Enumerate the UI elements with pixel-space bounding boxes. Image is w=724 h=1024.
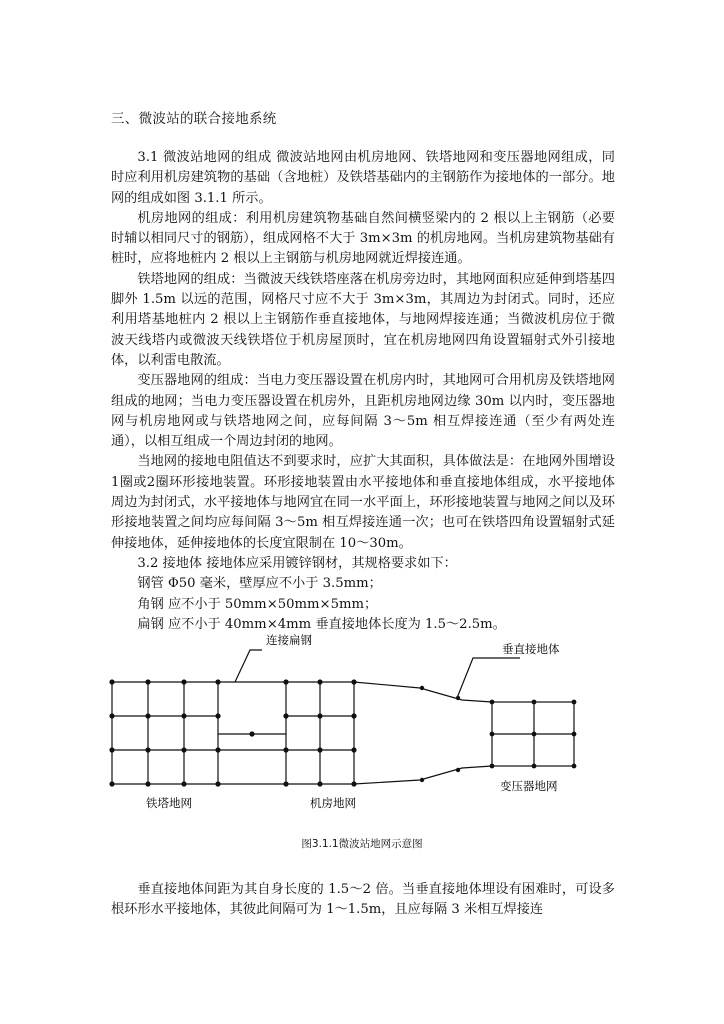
bottom-text xyxy=(111,880,615,921)
paragraph-resistance: 当地网的接地电阻值达不到要求时，应扩大其面积，具体做法是：在地网外围增设 1圈或2圈环形接地装置。环形接地装置由水平接地体和垂直接地体组成，水平接地体周边为封闭式，水平接地体与地网宜在同一水平面上，环形接地装置与地网之间以及环形接地装置之间均应每间隔 3～5m 相互焊接连通一次；也可在铁塔四角设置辐射式延伸接地体，延伸接地体的长度宜限制在 10～30m。 xyxy=(111,454,615,551)
paragraph-3-2: 3.2 接地体 接地体应采用镀锌钢材，其规格要求如下： xyxy=(137,555,457,571)
paragraph-room-grid: 机房地网的组成：利用机房建筑物基础自然间横竖梁内的 2 根以上主钢筋（必要时辅以相同尺寸的钢筋），组成网格不大于 3m×3m 的机房地网。当机房建筑物基础有桩时，应将地桩内 2 根以上主钢筋与机房地网就近焊接连通。 xyxy=(111,210,615,267)
label-flat-steel: 连接扁钢 xyxy=(266,633,312,647)
spec-angle-steel: 角钢 应不小于 50mm×50mm×5mm； xyxy=(137,596,378,612)
label-vertical-electrode: 垂直接地体 xyxy=(502,642,560,656)
spec-flat-steel: 扁钢 应不小于 40mm×4mm 垂直接地体长度为 1.5～2.5m。 xyxy=(137,616,506,632)
weld-nodes xyxy=(109,679,576,786)
label-room-grid: 机房地网 xyxy=(310,796,356,810)
grid-lines xyxy=(112,650,574,784)
figure-caption: 图3.1.1微波站地网示意图 xyxy=(301,838,423,850)
paragraph-tower-grid: 铁塔地网的组成：当微波天线铁塔座落在机房旁边时，其地网面积应延伸到塔基四脚外 1.5m 以远的范围，网格尺寸应不大于 3m×3m，其周边为封闭式。同时，还应利用塔基地桩内 2 根以上主钢筋作垂直接地体，与地网焊接连通；当微波机房位于微波天线塔内或微波天线铁塔位于机房屋顶时，宜在机房地网四角设置辐射式外引接地体，以利雷电散流。 xyxy=(111,271,615,368)
spec-steel-pipe: 钢管 Φ50 毫米，壁厚应不小于 3.5mm； xyxy=(137,576,382,592)
paragraph-3-1: 3.1 微波站地网的组成 微波站地网由机房地网、铁塔地网和变压器地网组成，同时应利用机房建筑物的基础（含地桩）及铁塔基础内的主钢筋作为接地体的一部分。地网的组成如图 3.1.1 所示。 xyxy=(111,150,615,206)
paragraph-vertical-spacing: 垂直接地体间距为其自身长度的 1.5～2 倍。当垂直接地体埋设有困难时，可设多根环形水平接地体，其彼此间隔可为 1～1.5m，且应每隔 3 米相互焊接连 xyxy=(111,882,615,918)
paragraph-transformer-grid: 变压器地网的组成：当电力变压器设置在机房内时，其地网可合用机房及铁塔地网组成的地网；当电力变压器设置在机房外，且距机房地网边缘 30m 以内时，变压器地网与机房地网或与铁塔地网之间，应每间隔 3～5m 相互焊接连通（至少有两处连通），以相互组成一个周边封闭的地网。 xyxy=(111,373,615,450)
grounding-diagram xyxy=(100,622,600,822)
grounding-diagram-svg xyxy=(100,622,600,822)
section-heading: 三、微波站的联合接地系统 xyxy=(111,111,277,127)
label-transformer-grid: 变压器地网 xyxy=(500,779,558,793)
body-text xyxy=(111,148,615,635)
label-tower-grid: 铁塔地网 xyxy=(146,796,192,810)
